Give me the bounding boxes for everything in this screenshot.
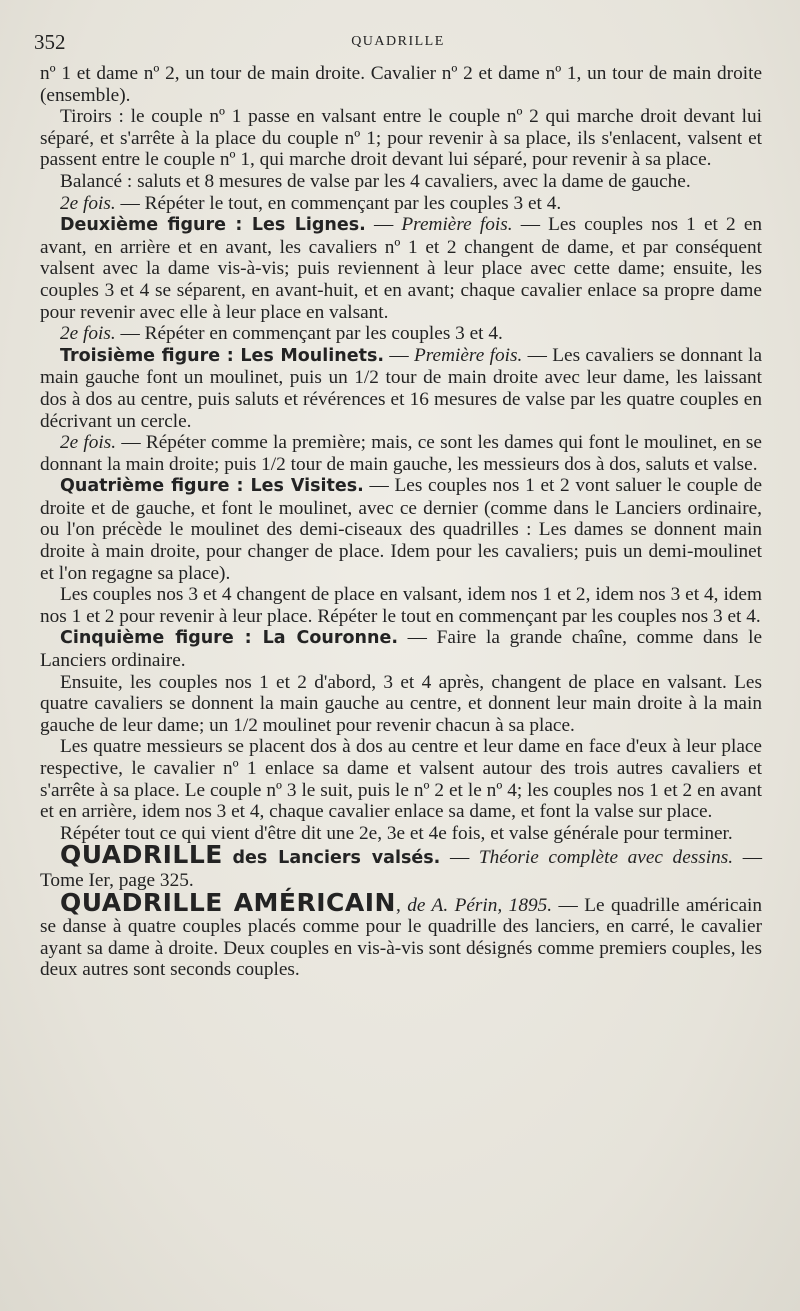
entry-subtitle: des Lanciers valsés. <box>232 848 441 869</box>
paragraph <box>40 323 762 345</box>
paragraph: nº 1 et dame nº 2, un tour de main droite. Cavalier nº 2 et dame nº 1, un tour de main droite (ensemble). <box>40 63 762 106</box>
comma: , <box>395 894 408 916</box>
figure-paragraph: Deuxième figure : Les Lignes. — Première fois. — Les couples nos 1 et 2 en avant, en arrière et en avant, les cavaliers nº 1 et 2 changent de dame, et par conséquent valsent avec la dame vis-à-vis; puis reviennent à leur place avec cette dame; ensuite, les couples 3 et 4 se séparent, en avant-huit, et en avant; chaque cavalier enlace sa propre dame pour revenir avec elle à leur place en valsant. <box>40 214 763 323</box>
paragraph: Les quatre messieurs se placent dos à dos au centre et leur dame en face d'eux à leur place respective, le cavalier nº 1 enlace sa dame et valsent autour des trois autres cavaliers et s'arrête à sa place. Le couple nº 3 le suit, puis le nº 2 et le nº 4; les couples nos 1 et 2 en avant et en arrière, idem nos 3 et 4, chaque cavalier enlace sa dame, et font la valse sur place. <box>40 736 762 823</box>
dictionary-entry <box>40 887 763 981</box>
entry-headword: QUADRILLE AMÉRICAIN <box>60 887 396 917</box>
paragraph: Tiroirs : le couple nº 1 passe en valsant entre le couple nº 2 qui marche droit devant lui séparé, et s'arrête à la place du couple nº 1; pour revenir à sa place, ils s'enlacent, valsent et passent entre le couple nº 1, qui marche droit devant lui séparé, pour revenir à sa place. <box>40 106 762 171</box>
paragraph <box>40 432 762 475</box>
dictionary-entry <box>40 840 762 891</box>
figure-heading: Quatrième figure : Les Visites. <box>60 476 364 497</box>
figure-paragraph <box>40 475 762 584</box>
paragraph <box>40 193 762 215</box>
paragraph: Répéter tout ce qui vient d'être dit une 2e, 3e et 4e fois, et valse générale pour terminer. <box>60 822 733 844</box>
italic-lead: 2e fois. <box>60 432 117 454</box>
figure-heading: Troisième figure : Les Moulinets. <box>60 345 385 366</box>
page-number: 352 <box>34 30 66 54</box>
paragraph-text: — Faire la grande chaîne, comme dans le Lanciers ordinaire. <box>40 627 763 672</box>
italic-sub: Théorie complète avec dessins. <box>478 847 734 869</box>
paragraph-text: — Répéter en commençant par les couples 3 et 4. <box>115 323 503 345</box>
paragraph-text: — Le quadrille américain se danse à quatre couples placés comme pour le quadrille des lanciers, en carré, le cavalier ayant sa dame à droite. Deux couples en vis-à-vis sont désignés comme premiers couples, les deux autres sont seconds couples. <box>40 894 763 981</box>
italic-lead: 2e fois. <box>60 323 116 345</box>
text-body <box>40 63 762 981</box>
figure-paragraph <box>40 627 762 671</box>
italic-sub: Première fois. <box>413 344 523 366</box>
page-header <box>34 30 762 56</box>
paragraph-text: — Les cavaliers se donnant la main gauche font un moulinet, puis un 1/2 tour de main droite avec leur dame, les laissant dos à dos au centre, puis saluts et révérences et 16 mesures de valse par les quatre couples en décrivant un cercle. <box>40 344 763 432</box>
paragraph-text: — Les couples nos 1 et 2 vont saluer le couple de droite et de gauche, et font le moulinet, avec ce dernier (comme dans le Lanciers ordinaire, ou l'on précède le moulinet des demi-ciseaux des quadrilles : Les dames se donnent main droite à main droite, pour changer de place. Idem pour les cavaliers; puis un demi-moulinet et l'on regagne sa place). <box>40 475 762 584</box>
italic-sub: de A. Périn, 1895. <box>407 894 553 916</box>
dash: — <box>440 847 479 869</box>
running-title: QUADRILLE <box>351 34 445 49</box>
figure-heading: Deuxième figure : Les Lignes. <box>60 215 366 236</box>
paragraph-text: — Répéter comme la première; mais, ce sont les dames qui font le moulinet, en se donnant la main droite; puis 1/2 tour de main gauche, les messieurs dos à dos, saluts et valse. <box>40 432 762 475</box>
paragraph: Balancé : saluts et 8 mesures de valse par les 4 cavaliers, avec la dame de gauche. <box>60 170 691 192</box>
italic-sub: Première fois. <box>401 214 513 236</box>
figure-paragraph: Troisième figure : Les Moulinets. — Première fois. — Les cavaliers se donnant la main gauche font un moulinet, puis un 1/2 tour de main droite avec leur dame, les laissant dos à dos au centre, puis saluts et révérences et 16 mesures de valse par les quatre couples en décrivant un cercle. <box>40 344 763 432</box>
paragraph: Ensuite, les couples nos 1 et 2 d'abord, 3 et 4 après, changent de place en valsant. Les quatre cavaliers se donnent la main gauche au centre, et donnent leur main droite à la main gauche de leur dame; un 1/2 moulinet pour revenir chacun à sa place. <box>40 671 762 736</box>
italic-lead: 2e fois. <box>60 192 116 214</box>
paragraph: Les couples nos 3 et 4 changent de place en valsant, idem nos 1 et 2, idem nos 3 et 4, idem nos 1 et 2 pour revenir à leur place. Répéter le tout en commençant par les couples nos 3 et 4. <box>40 584 762 627</box>
paragraph-text: — Tome Ier, page 325. <box>40 847 762 891</box>
paragraph-text: — Les couples nos 1 et 2 en avant, en arrière et en avant, les cavaliers nº 1 et 2 changent de dame, et par conséquent valsent avec la dame vis-à-vis; puis reviennent à leur place avec cette dame; ensuite, les couples 3 et 4 se séparent, en avant-huit, et en avant; chaque cavalier enlace sa propre dame pour revenir avec elle à leur place en valsant. <box>40 214 763 323</box>
entry-headword: QUADRILLE <box>60 840 223 870</box>
figure-heading: Cinquième figure : La Couronne. <box>60 628 398 649</box>
paragraph-text: — Répéter le tout, en commençant par les couples 3 et 4. <box>115 192 562 214</box>
